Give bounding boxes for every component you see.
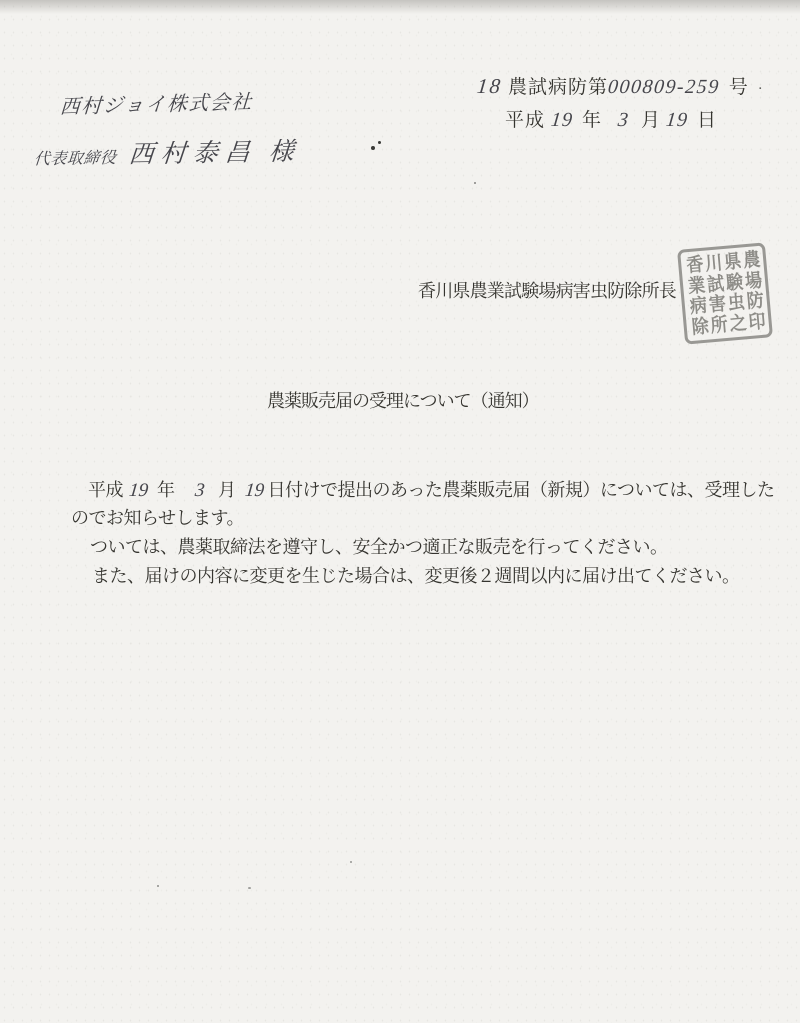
scan-edge-shadow [0,0,800,14]
date-year-value: 19 [549,109,575,131]
seal-row: 業試験場 [687,269,765,297]
date-era: 平成 [505,110,546,131]
subject-title: 農薬販売届の受理について（通知） [267,391,539,411]
body-year-unit: 年 [157,480,175,500]
date-day-unit: 日 [697,110,718,131]
body-year-value: 19 [127,480,150,501]
body-era: 平成 [88,480,123,500]
body-line-4: また、届けの内容に変更を生じた場合は、変更後２週間以内に届け出てください。 [92,566,740,586]
doc-number-line [477,72,763,99]
scan-speck [378,141,381,144]
body-month-unit: 月 [218,480,236,500]
doc-number-suffix: 号 [728,77,748,98]
date-line [505,105,717,132]
scan-speck [157,885,159,887]
scan-speck [350,861,352,863]
date-month-unit: 月 [641,110,662,131]
body-line-3: ついては、農薬取締法を遵守し、安全かつ適正な販売を行ってください。 [90,537,668,557]
official-seal-stamp [677,242,773,344]
addressee-name: 西村泰昌 [127,139,258,169]
scan-speck [371,146,375,150]
addressee-honorific: 様 [267,138,295,167]
body-month-value: 3 [193,480,206,501]
body-line-2: のでお知らせします。 [71,508,245,528]
scan-speck [474,182,476,184]
body-line-1-text: 日付けで提出のあった農薬販売届（新規）については、受理した [267,480,775,500]
seal-row: 病害虫防 [689,289,767,318]
addressee-company: 西村ジョイ株式会社 [59,91,254,119]
addressee-title: 代表取締役 [33,149,118,169]
scan-speck [248,887,251,889]
date-year-unit: 年 [582,110,603,131]
date-day-value: 19 [664,109,690,131]
doc-number-department: 農試病防第 [508,77,609,98]
seal-row: 香川県農 [685,248,764,277]
date-month-value: 3 [616,109,631,131]
stray-dot-mark: · [757,81,763,97]
body-day-value: 19 [243,480,265,501]
addressee-name-line [34,132,294,173]
body-line-1 [88,476,774,502]
sender-title: 香川県農業試験場病害虫防除所長 [418,281,676,301]
seal-row: 除所之印 [690,310,769,339]
doc-number-value: 000809-259 [606,76,721,98]
doc-number-year-prefix: 18 [475,74,504,98]
